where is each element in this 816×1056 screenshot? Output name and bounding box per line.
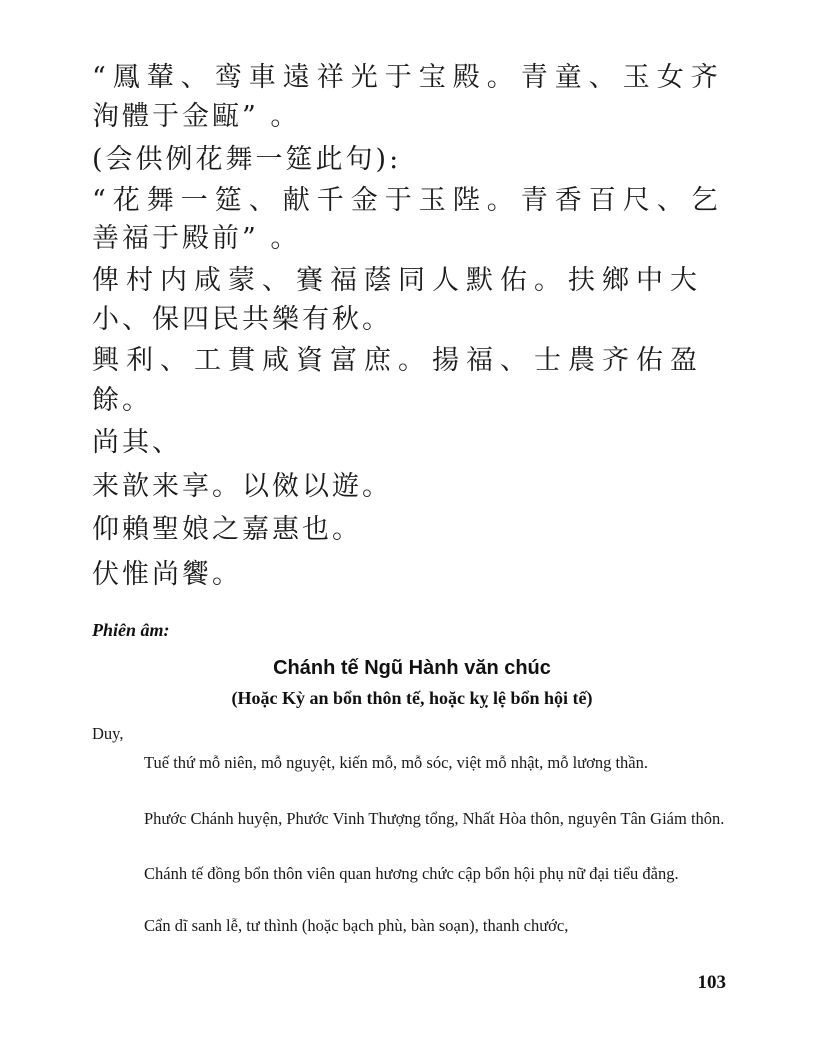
han-line-1: “鳳輦、鸾車遠祥光于宝殿。青童、玉女齐 [92, 62, 725, 93]
paragraph-4: Cẩn dĩ sanh lễ, tư thình (hoặc bạch phù, bàn soạn), thanh chước, [144, 916, 569, 935]
page-subtitle: (Hoặc Kỳ an bổn thôn tế, hoặc kỵ lệ bổn hội tế) [231, 688, 593, 708]
han-line-8: 興利、工貫咸資富庶。揚福、士農齐佑盈 [92, 345, 704, 376]
han-line-4: “花舞一筵、献千金于玉陛。青香百尺、乞 [92, 185, 725, 216]
section-label: Phiên âm: [92, 620, 170, 640]
paragraph-1: Tuế thứ mỗ niên, mỗ nguyệt, kiến mỗ, mỗ sóc, việt mỗ nhật, mỗ lương thần. [144, 753, 649, 772]
han-line-6: 俾村内咸蒙、賽福蔭同人默佑。扶鄉中大 [92, 265, 704, 296]
han-line-9: 餘。 [92, 385, 152, 416]
page-title: Chánh tế Ngũ Hành văn chúc [273, 657, 551, 679]
han-line-12: 仰賴聖娘之嘉惠也。 [92, 514, 362, 545]
opening-line: Duy, [92, 724, 124, 743]
han-line-7: 小、保四民共樂有秋。 [92, 304, 392, 335]
han-line-2: 洵體于金甌” 。 [92, 101, 301, 132]
han-line-5: 善福于殿前” 。 [92, 223, 301, 254]
page-number: 103 [697, 972, 726, 993]
paragraph-2: Phước Chánh huyện, Phước Vinh Thượng tổng, Nhất Hòa thôn, nguyên Tân Giám thôn. [144, 809, 725, 828]
han-line-3: (会供例花舞一筵此句): [92, 144, 402, 175]
paragraph-3: Chánh tế đồng bổn thôn viên quan hương chức cập bổn hội phụ nữ đại tiểu đẳng. [144, 864, 679, 883]
han-line-10: 尚其、 [92, 427, 182, 458]
han-line-11: 来歆来享。以傚以遊。 [92, 471, 392, 502]
han-line-13: 伏惟尚饗。 [92, 559, 242, 590]
